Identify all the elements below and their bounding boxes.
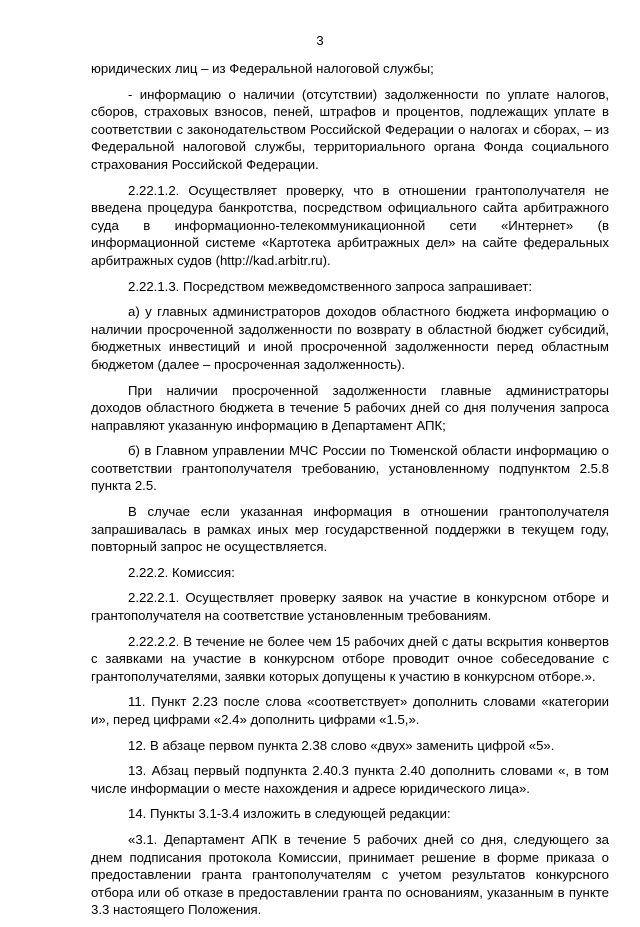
paragraph: В случае если указанная информация в отношении грантополучателя запрашивалась в рамках иных мер государственной поддержки в текущем году, повторный запрос не осуществляется. <box>91 504 609 555</box>
paragraph: 2.22.2. Комиссия: <box>128 564 235 580</box>
document-body <box>91 60 609 927</box>
paragraph: юридических лиц – из Федеральной налоговой службы; <box>91 61 434 76</box>
paragraph: 2.22.1.3. Посредством межведомственного запроса запрашивает: <box>128 278 533 294</box>
paragraph: При наличии просроченной задолженности главные администраторы доходов областного бюджета в течение 5 рабочих дней со дня получения запроса направляют указанную информацию в Департамент АПК; <box>91 382 609 433</box>
paragraph: 13. Абзац первый подпункта 2.40.3 пункта 2.40 дополнить словами «, в том числе информации о месте нахождения и адресе юридического лица». <box>91 763 609 796</box>
paragraph: - информацию о наличии (отсутствии) задолженности по уплате налогов, сборов, страховых взносов, пеней, штрафов и процентов, подлежащих уплате в соответствии с законодательством Российской Федерации о налогах и сборах, – из Федеральной налоговой службы, территориального органа Фонда социального страхования Российской Федерации. <box>91 86 609 172</box>
paragraph: 2.22.2.2. В течение не более чем 15 рабочих дней с даты вскрытия конвертов с заявками на участие в конкурсном отборе проводит очное собеседование с грантополучателями, заявки которых допущены к участию в конкурсном отборе.». <box>91 633 609 684</box>
paragraph: 14. Пункты 3.1-3.4 изложить в следующей редакции: <box>128 806 451 822</box>
paragraph: б) в Главном управлении МЧС России по Тюменской области информацию о соответствии грантополучателя требованию, установленному подпунктом 2.5.8 пункта 2.5. <box>91 443 609 494</box>
paragraph: а) у главных администраторов доходов областного бюджета информацию о наличии просроченной задолженности по возврату в областной бюджет субсидий, бюджетных инвестиций и иной просроченной задолженности перед областным бюджетом (далее – просроченная задолженность). <box>91 304 609 372</box>
paragraph: «3.1. Департамент АПК в течение 5 рабочих дней со дня, следующего за днем подписания протокола Комиссии, принимает решение в форме приказа о предоставлении гранта грантополучателям с учетом результатов конкурсного отбора или об отказе в предоставлении гранта по основаниям, указанным в пункте 3.3 настоящего Положения. <box>91 831 609 918</box>
page-number: 3 <box>316 33 324 48</box>
paragraph: 11. Пункт 2.23 после слова «соответствует» дополнить словами «категории и», перед цифрами «2.4» дополнить цифрами «1.5,». <box>91 694 609 727</box>
paragraph: 2.22.2.1. Осуществляет проверку заявок на участие в конкурсном отборе и грантополучателя на соответствие установленным требованиям. <box>91 590 609 624</box>
paragraph: 2.22.1.2. Осуществляет проверку, что в отношении грантополучателя не введена процедура банкротства, посредством официального сайта арбитражного суда в информационно-телекоммуникационной сети «Интернет» (в информационной системе «Картотека арбитражных дел» на сайте федеральных арбитражных судов (http://kad.arbitr.ru). <box>91 182 609 268</box>
paragraph: 12. В абзаце первом пункта 2.38 слово «двух» заменить цифрой «5». <box>128 737 555 753</box>
